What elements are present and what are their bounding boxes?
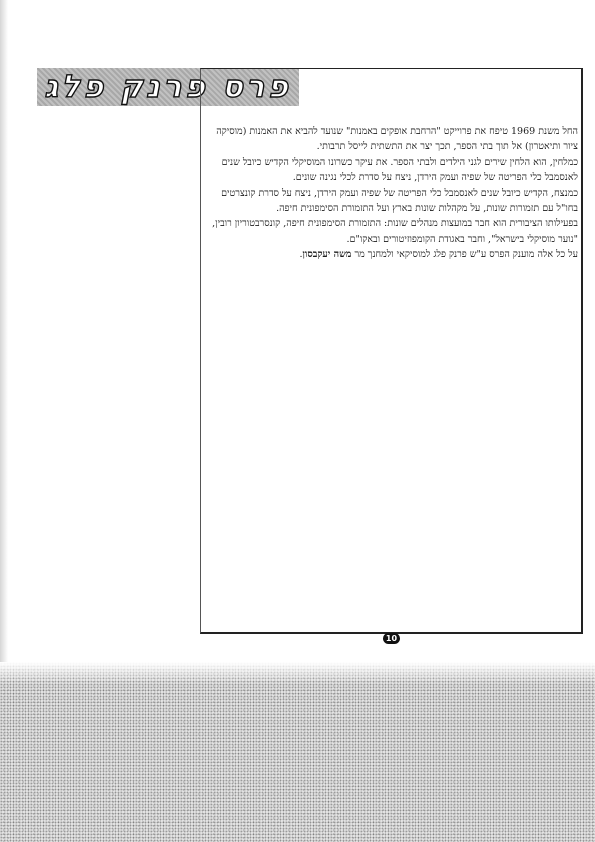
page-title: פרס פרנק פלג bbox=[44, 69, 291, 105]
laureate-name: משה יעקבסון bbox=[302, 249, 352, 261]
closing-end: . bbox=[299, 249, 303, 261]
halftone-fade bbox=[0, 662, 595, 684]
paragraph: כמלחין, הוא הלחין שירים לגני הילדים ולבתי הספר. את עיקר כשרונו המוסיקלי הקדיש כיובל שנים לאנסמבל כלי הפריטה של שפיה ועמק הירדן, ניצח על סדרת לכלי נגינה שונים. bbox=[221, 156, 578, 184]
paragraph: בפעילותו הציבורית הוא חבר במועצות מנהלים שונות: התזמורת הסימפונית חיפה, קונסרבטוריון רובין, "נוער מוסיקלי בישראל", וחבר באגודת הקומפוזיטורים ובאקו"ם. bbox=[212, 218, 578, 245]
article-body bbox=[208, 124, 578, 263]
page-number-badge: 10 bbox=[383, 633, 400, 644]
paragraph: החל משנת 1969 טיפח את פרוייקט "הרחבת אופקים באמנות" שנועד להביא את האמנות (מוסיקה ציור ותיאטרון) אל תוך בתי הספר, תכך יצר את התשתית לייסל תרבותי. bbox=[216, 126, 578, 153]
closing-text: על כל אלה מוענק הפרס ע"ש פרנק פלג למוסיקאי ולמחנך מר bbox=[351, 249, 578, 261]
paragraph: כמנצח, הקדיש כיובל שנים לאנסמבל כלי הפריטה של שפיה ועמק הירדן, ניצח על סדרת קונצרטים בחו"ל עם תזמורות שונות, על מקהלות שונות בארץ ועל התזמורת הסימפונית חיפה. bbox=[221, 187, 578, 215]
closing-paragraph bbox=[208, 247, 578, 262]
halftone-texture bbox=[0, 662, 595, 842]
